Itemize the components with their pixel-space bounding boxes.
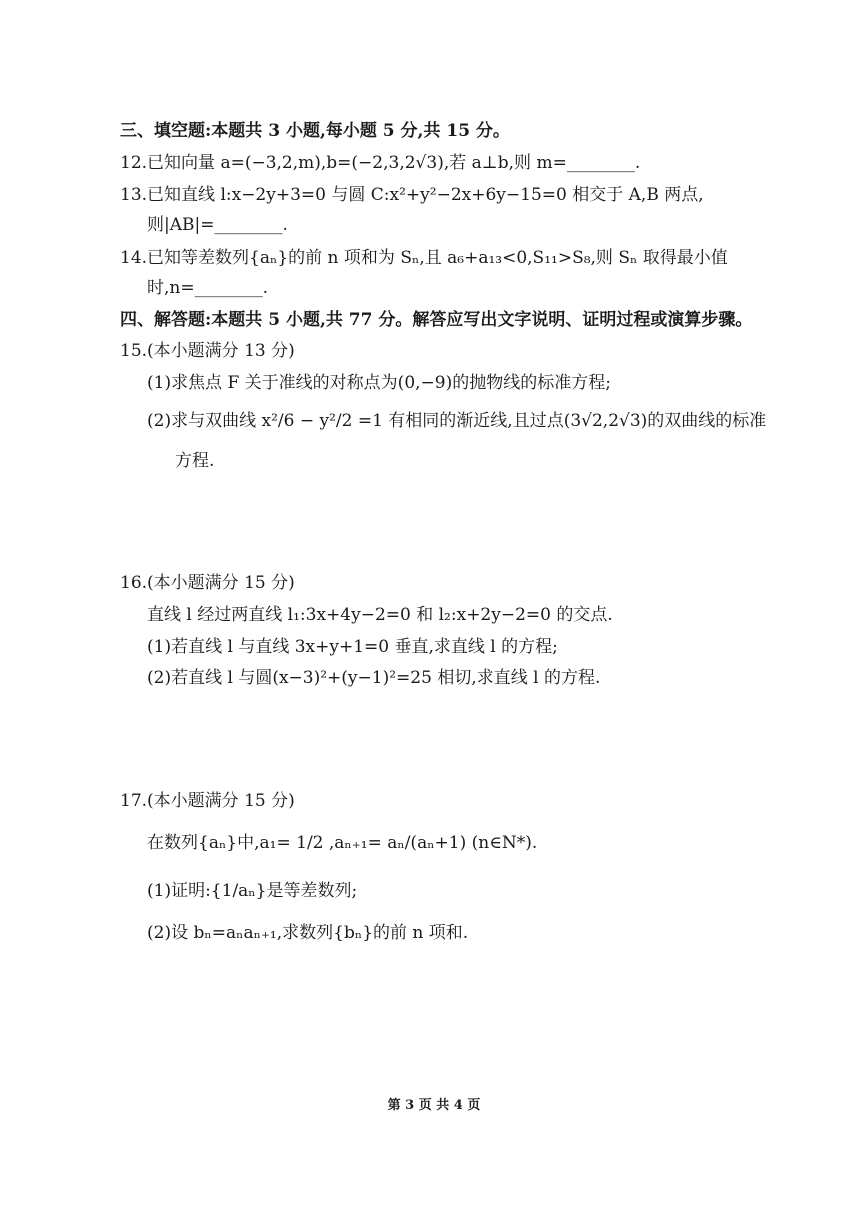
question-13-line-2: 则|AB|=________. xyxy=(147,215,288,235)
question-17-head: 17.(本小题满分 15 分) xyxy=(120,791,295,811)
question-16-head: 16.(本小题满分 15 分) xyxy=(120,573,295,593)
question-15-head: 15.(本小题满分 13 分) xyxy=(120,341,295,361)
page-footer: 第 3 页 共 4 页 xyxy=(387,1098,481,1113)
question-17-stem: 在数列{aₙ}中,a₁= 1/2 ,aₙ₊₁= aₙ/(aₙ+1) (n∈N*). xyxy=(147,833,538,853)
question-16-stem: 直线 l 经过两直线 l₁:3x+4y−2=0 和 l₂:x+2y−2=0 的交点. xyxy=(147,605,613,625)
question-14-line-2: 时,n=________. xyxy=(147,278,269,298)
question-17-part-2: (2)设 bₙ=aₙaₙ₊₁,求数列{bₙ}的前 n 项和. xyxy=(147,923,469,943)
question-14-line-1: 14.已知等差数列{aₙ}的前 n 项和为 Sₙ,且 a₆+a₁₃<0,S₁₁>S₈,则 Sₙ 取得最小值 xyxy=(120,248,728,268)
question-13-line-1: 13.已知直线 l:x−2y+3=0 与圆 C:x²+y²−2x+6y−15=0 相交于 A,B 两点, xyxy=(120,185,704,205)
question-16-part-1: (1)若直线 l 与直线 3x+y+1=0 垂直,求直线 l 的方程; xyxy=(147,637,558,657)
question-12: 12.已知向量 a=(−3,2,m),b=(−2,3,2√3),若 a⊥b,则 m=________. xyxy=(120,153,641,173)
section-4-title: 四、解答题:本题共 5 小题,共 77 分。解答应写出文字说明、证明过程或演算步骤。 xyxy=(120,310,753,330)
question-15-part-2-cont: 方程. xyxy=(175,451,215,471)
question-15-part-2: (2)求与双曲线 x²/6 − y²/2 =1 有相同的渐近线,且过点(3√2,2√3)的双曲线的标准 xyxy=(147,411,767,431)
question-15-part-1: (1)求焦点 F 关于准线的对称点为(0,−9)的抛物线的标准方程; xyxy=(147,373,611,393)
section-3-title: 三、填空题:本题共 3 小题,每小题 5 分,共 15 分。 xyxy=(120,121,510,141)
question-16-part-2: (2)若直线 l 与圆(x−3)²+(y−1)²=25 相切,求直线 l 的方程. xyxy=(147,668,601,688)
question-17-part-1: (1)证明:{1/aₙ}是等差数列; xyxy=(147,881,358,901)
